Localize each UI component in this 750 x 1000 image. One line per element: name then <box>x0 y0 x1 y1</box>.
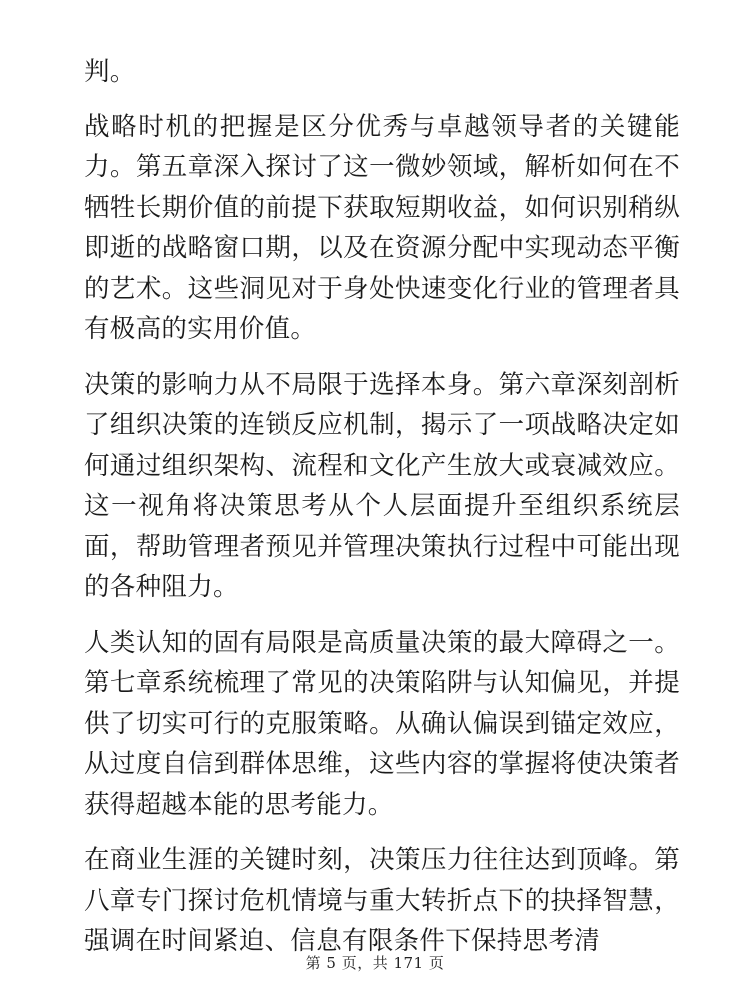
paragraph-continuation: 判。 <box>84 57 136 87</box>
page-number-footer: 第 5 页，共 171 页 <box>305 954 445 972</box>
paragraph-chapter-6: 决策的影响力从不局限于选择本身。第六章深刻剖析了组织决策的连锁反应机制，揭示了一项战略决定如何通过组织架构、流程和文化产生放大或衰减效应。这一视角将决策思考从个人层面提升至组织系统层面，帮助管理者预见并管理决策执行过程中可能出现的各种阻力。 <box>84 369 680 602</box>
paragraph-chapter-7: 人类认知的固有局限是高质量决策的最大障碍之一。第七章系统梳理了常见的决策陷阱与认知偏见，并提供了切实可行的克服策略。从确认偏误到锚定效应，从过度自信到群体思维，这些内容的掌握将使决策者获得超越本能的思考能力。 <box>84 627 680 820</box>
paragraph-chapter-5: 战略时机的把握是区分优秀与卓越领导者的关键能力。第五章深入探讨了这一微妙领域，解析如何在不牺牲长期价值的前提下获取短期收益，如何识别稍纵即逝的战略窗口期，以及在资源分配中实现动态平衡的艺术。这些洞见对于身处快速变化行业的管理者具有极高的实用价值。 <box>84 111 680 344</box>
paragraph-chapter-8: 在商业生涯的关键时刻，决策压力往往达到顶峰。第八章专门探讨危机情境与重大转折点下的抉择智慧，强调在时间紧迫、信息有限条件下保持思考清 <box>84 845 680 956</box>
